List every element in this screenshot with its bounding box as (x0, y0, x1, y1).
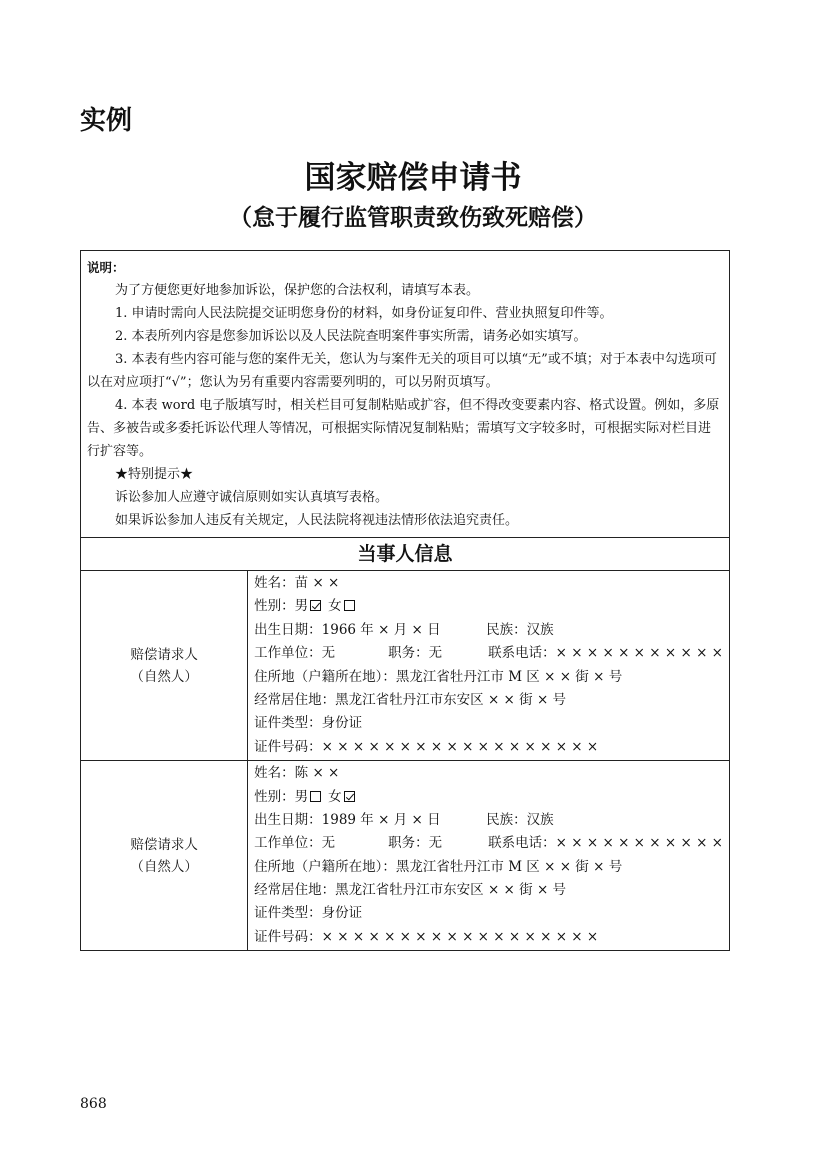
name-field: 姓名：苗 × × (254, 575, 340, 591)
birth-ethnicity-line (254, 809, 723, 832)
gender-label: 性别： (254, 788, 295, 805)
employer-field: 工作单位：无 (254, 835, 336, 852)
ethnicity-field: 民族：汉族 (486, 811, 554, 828)
instruction-paragraph: 4. 本表 word 电子版填写时，相关栏目可复制粘贴或扩容，但不得改变要素内容、格式设置。例如，多原告、多被告或多委托诉讼代理人等情况，可根据实际情况复制粘贴；需填写文字较多时，可根据实际对栏目进行扩容等。 (87, 398, 720, 459)
party-row (81, 761, 729, 950)
domicile-field: 住所地（户籍所在地）：黑龙江省牡丹江市 M 区 × × 街 × 号 (254, 858, 623, 875)
section-title: 当事人信息 (81, 538, 729, 571)
female-checkbox[interactable] (344, 600, 355, 611)
application-form (80, 250, 730, 951)
instruction-paragraph: 为了方便您更好地参加诉讼，保护您的合法权利，请填写本表。 (115, 283, 480, 298)
party-role-cell (81, 761, 248, 950)
party-fields (248, 571, 729, 760)
phone-field: 联系电话：× × × × × × × × × × × (488, 645, 723, 662)
instruction-paragraph: 3. 本表有些内容可能与您的案件无关，您认为与案件无关的项目可以填“无”或不填；对于本表中勾选项可以在对应项打“√”；您认为另有重要内容需要列明的，可以另附页填写。 (87, 352, 717, 390)
party-fields (248, 761, 729, 950)
instruction-paragraph: 诉讼参加人应遵守诚信原则如实认真填写表格。 (115, 490, 389, 505)
position-field: 职务：无 (388, 645, 443, 662)
male-checkbox[interactable] (310, 791, 321, 802)
female-checkbox[interactable] (344, 791, 355, 802)
id-type-field: 证件类型：身份证 (254, 905, 363, 922)
page-heading: 实例 (80, 106, 133, 136)
name-field: 姓名：陈 × × (254, 765, 340, 782)
phone-field: 联系电话：× × × × × × × × × × × (488, 835, 723, 852)
gender-label: 性别： (254, 598, 295, 615)
instruction-paragraph: 1. 申请时需向人民法院提交证明您身份的材料，如身份证复印件、营业执照复印件等。 (115, 306, 613, 321)
position-field: 职务：无 (388, 835, 443, 852)
residence-field: 经常居住地：黑龙江省牡丹江市东安区 × × 街 × 号 (254, 691, 567, 708)
female-label: 女 (328, 788, 342, 805)
special-notice-heading: ★特别提示★ (115, 467, 194, 482)
instruction-paragraph: 如果诉讼参加人违反有关规定，人民法院将视违法情形依法追究责任。 (115, 513, 519, 528)
work-line (254, 642, 723, 665)
id-number-field: 证件号码：× × × × × × × × × × × × × × × × × × (254, 738, 599, 755)
domicile-field: 住所地（户籍所在地）：黑龙江省牡丹江市 M 区 × × 街 × 号 (254, 668, 623, 685)
party-role-type: （自然人） (130, 858, 198, 875)
gender-field (254, 786, 723, 809)
employer-field: 工作单位：无 (254, 645, 336, 662)
ethnicity-field: 民族：汉族 (486, 621, 554, 638)
male-checkbox[interactable] (310, 600, 321, 611)
id-type-field: 证件类型：身份证 (254, 715, 363, 732)
gender-field (254, 595, 723, 618)
party-role-cell (81, 571, 248, 760)
residence-field: 经常居住地：黑龙江省牡丹江市东安区 × × 街 × 号 (254, 882, 567, 899)
party-role-type: （自然人） (130, 668, 198, 685)
birth-date-field: 出生日期：1966 年 × 月 × 日 (254, 621, 441, 638)
document-title: 国家赔偿申请书 (304, 160, 522, 196)
work-line (254, 832, 723, 855)
male-label: 男 (294, 598, 309, 615)
birth-ethnicity-line (254, 619, 723, 642)
page-number: 868 (80, 1096, 107, 1112)
party-row (81, 571, 729, 761)
female-label: 女 (328, 598, 342, 615)
instructions-box (81, 251, 729, 538)
party-role: 赔偿请求人 (130, 836, 198, 853)
document-subtitle: （怠于履行监管职责致伤致死赔偿） (229, 205, 597, 231)
male-label: 男 (294, 788, 309, 805)
instruction-paragraph: 2. 本表所列内容是您参加诉讼以及人民法院查明案件事实所需，请务必如实填写。 (115, 329, 587, 344)
party-role: 赔偿请求人 (130, 646, 198, 663)
instructions-heading: 说明： (87, 260, 125, 275)
id-number-field: 证件号码：× × × × × × × × × × × × × × × × × × (254, 928, 599, 945)
birth-date-field: 出生日期：1989 年 × 月 × 日 (254, 811, 441, 828)
